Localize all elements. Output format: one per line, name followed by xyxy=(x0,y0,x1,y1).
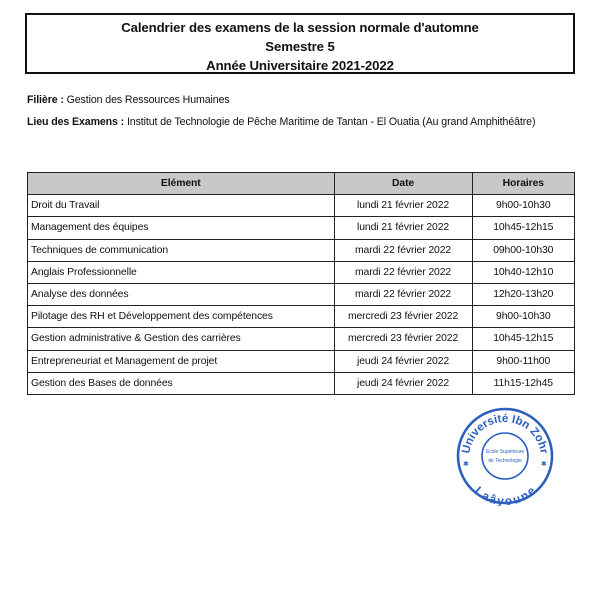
stamp-inner-line-2: de Technologie xyxy=(488,458,522,464)
title-line-1: Calendrier des examens de la session normale d'automne xyxy=(121,20,479,35)
table-row xyxy=(28,372,575,394)
table-row xyxy=(28,306,575,328)
svg-text:Laâyoune xyxy=(472,483,538,506)
column-header-date: Date xyxy=(334,173,472,195)
element-cell: Techniques de communication xyxy=(28,239,335,261)
stamp-star-left-icon: ✱ xyxy=(463,461,469,468)
date-cell: mardi 22 février 2022 xyxy=(334,283,472,305)
horaires-cell: 10h40-12h10 xyxy=(472,261,574,283)
table-row xyxy=(28,328,575,350)
date-cell: jeudi 24 février 2022 xyxy=(334,350,472,372)
element-cell: Management des équipes xyxy=(28,217,335,239)
element-cell: Anglais Professionnelle xyxy=(28,261,335,283)
stamp-star-right-icon: ✱ xyxy=(541,461,547,468)
table-header-row xyxy=(28,173,575,195)
university-stamp xyxy=(455,406,555,506)
date-cell: mardi 22 février 2022 xyxy=(334,239,472,261)
element-cell: Gestion administrative & Gestion des carrières xyxy=(28,328,335,350)
exam-schedule-table xyxy=(27,172,575,395)
date-cell: mercredi 23 février 2022 xyxy=(334,328,472,350)
horaires-cell: 9h00-11h00 xyxy=(472,350,574,372)
horaires-cell: 10h45-12h15 xyxy=(472,217,574,239)
date-cell: jeudi 24 février 2022 xyxy=(334,372,472,394)
table-row xyxy=(28,239,575,261)
date-cell: mercredi 23 février 2022 xyxy=(334,306,472,328)
stamp-bottom-text: Laâyoune xyxy=(472,483,538,506)
lieu-value: Institut de Technologie de Pêche Maritime de Tantan - El Ouatia (Au grand Amphithéâtre) xyxy=(126,116,536,128)
table-row xyxy=(28,283,575,305)
stamp-inner-line-1: Ecole Supérieure xyxy=(485,449,525,455)
lieu-line xyxy=(27,116,535,128)
horaires-cell: 10h45-12h15 xyxy=(472,328,574,350)
date-cell: lundi 21 février 2022 xyxy=(334,195,472,217)
element-cell: Analyse des données xyxy=(28,283,335,305)
horaires-cell: 11h15-12h45 xyxy=(472,372,574,394)
horaires-cell: 12h20-13h20 xyxy=(472,283,574,305)
filiere-label: Filière : xyxy=(27,94,64,106)
date-cell: lundi 21 février 2022 xyxy=(334,217,472,239)
column-header-element: Elément xyxy=(28,173,335,195)
stamp-seal-icon xyxy=(455,406,555,506)
filiere-value: Gestion des Ressources Humaines xyxy=(66,94,230,106)
stamp-outer-text: Université Ibn Zohr xyxy=(460,412,550,455)
element-cell: Pilotage des RH et Développement des compétences xyxy=(28,306,335,328)
title-line-2: Semestre 5 xyxy=(265,39,335,54)
horaires-cell: 09h00-10h30 xyxy=(472,239,574,261)
element-cell: Gestion des Bases de données xyxy=(28,372,335,394)
horaires-cell: 9h00-10h30 xyxy=(472,195,574,217)
filiere-line xyxy=(27,94,230,106)
element-cell: Entrepreneuriat et Management de projet xyxy=(28,350,335,372)
column-header-horaires: Horaires xyxy=(472,173,574,195)
horaires-cell: 9h00-10h30 xyxy=(472,306,574,328)
document-title-box xyxy=(25,13,575,74)
date-cell: mardi 22 février 2022 xyxy=(334,261,472,283)
title-line-3: Année Universitaire 2021-2022 xyxy=(206,58,394,73)
element-cell: Droit du Travail xyxy=(28,195,335,217)
table-row xyxy=(28,217,575,239)
table-row xyxy=(28,261,575,283)
table-row xyxy=(28,350,575,372)
table-row xyxy=(28,195,575,217)
lieu-label: Lieu des Examens : xyxy=(27,116,125,128)
